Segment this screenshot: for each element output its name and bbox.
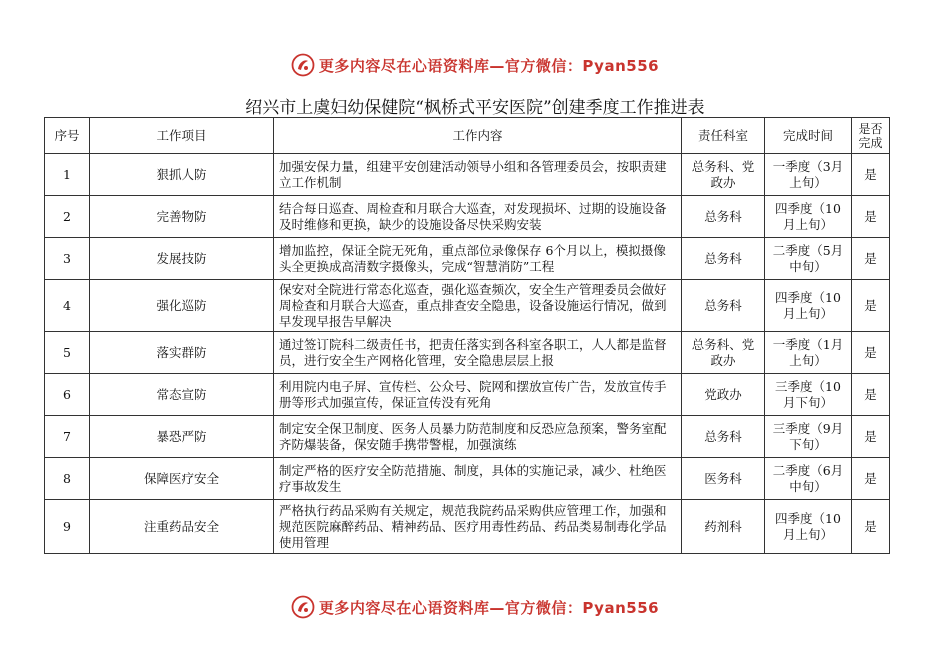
cell-done: 是 [852,500,890,554]
cell-num: 9 [45,500,90,554]
cell-content: 结合每日巡查、周检查和月联合大巡查，对发现损坏、过期的设施设备及时维修和更换，缺少的设施设备尽快采购安装 [274,196,682,238]
cell-dept: 总务科 [682,280,765,332]
cell-num: 5 [45,332,90,374]
table-row [45,196,890,238]
table-row [45,238,890,280]
cell-content: 通过签订院科二级责任书，把责任落实到各科室各职工，人人都是监督员，进行安全生产网格化管理，安全隐患层层上报 [274,332,682,374]
cell-time: 一季度（3月上旬） [765,154,852,196]
table-row [45,500,890,554]
cell-content: 加强安保力量，组建平安创建活动领导小组和各管理委员会，按职责建立工作机制 [274,154,682,196]
cell-time: 三季度（10月下旬） [765,374,852,416]
watermark-logo-icon [291,595,315,619]
cell-time: 四季度（10月上旬） [765,280,852,332]
cell-time: 二季度（5月中旬） [765,238,852,280]
cell-content: 保安对全院进行常态化巡查，强化巡查频次，安全生产管理委员会做好周检查和月联合大巡查，重点排查安全隐患，设备设施运行情况，做到早发现早报告早解决 [274,280,682,332]
cell-content: 制定安全保卫制度、医务人员暴力防范制度和反恐应急预案，警务室配齐防爆装备，保安随手携带警棍，加强演练 [274,416,682,458]
cell-dept: 总务科 [682,416,765,458]
header-num: 序号 [45,118,90,154]
cell-num: 8 [45,458,90,500]
cell-content: 利用院内电子屏、宣传栏、公众号、院网和摆放宣传广告，发放宣传手册等形式加强宣传，保证宣传没有死角 [274,374,682,416]
cell-content: 制定严格的医疗安全防范措施、制度，具体的实施记录，减少、杜绝医疗事故发生 [274,458,682,500]
cell-item: 狠抓人防 [90,154,274,196]
cell-time: 一季度（1月上旬） [765,332,852,374]
cell-done: 是 [852,332,890,374]
cell-item: 强化巡防 [90,280,274,332]
cell-time: 四季度（10月上旬） [765,196,852,238]
cell-content: 严格执行药品采购有关规定，规范我院药品采购供应管理工作，加强和规范医院麻醉药品、精神药品、医疗用毒性药品、药品类易制毒化学品使用管理 [274,500,682,554]
table-row [45,374,890,416]
cell-dept: 总务科 [682,196,765,238]
cell-done: 是 [852,374,890,416]
cell-item: 发展技防 [90,238,274,280]
cell-time: 二季度（6月中旬） [765,458,852,500]
cell-num: 7 [45,416,90,458]
cell-item: 保障医疗安全 [90,458,274,500]
header-item: 工作项目 [90,118,274,154]
watermark-text: 更多内容尽在心语资料库—官方微信：Pyan556 [318,56,660,75]
cell-num: 6 [45,374,90,416]
watermark-banner-bottom [0,592,950,622]
table-row [45,458,890,500]
header-content: 工作内容 [274,118,682,154]
header-done: 是否完成 [852,118,890,154]
header-dept: 责任科室 [682,118,765,154]
cell-item: 常态宣防 [90,374,274,416]
cell-time: 四季度（10月上旬） [765,500,852,554]
table-header-row [45,118,890,154]
cell-content: 增加监控，保证全院无死角，重点部位录像保存 6个月以上，模拟摄像头全更换成高清数字摄像头，完成“智慧消防”工程 [274,238,682,280]
watermark-logo-icon [291,53,315,77]
cell-done: 是 [852,416,890,458]
cell-num: 3 [45,238,90,280]
table-row [45,332,890,374]
cell-done: 是 [852,280,890,332]
cell-item: 完善物防 [90,196,274,238]
cell-dept: 医务科 [682,458,765,500]
table-row [45,280,890,332]
cell-dept: 总务科、党政办 [682,154,765,196]
cell-done: 是 [852,154,890,196]
cell-item: 注重药品安全 [90,500,274,554]
table-row [45,416,890,458]
cell-dept: 总务科 [682,238,765,280]
cell-time: 三季度（9月下旬） [765,416,852,458]
cell-num: 1 [45,154,90,196]
cell-num: 4 [45,280,90,332]
watermark-text: 更多内容尽在心语资料库—官方微信：Pyan556 [318,598,660,617]
work-plan-table [44,117,890,554]
cell-done: 是 [852,196,890,238]
cell-done: 是 [852,238,890,280]
cell-item: 落实群防 [90,332,274,374]
table-row [45,154,890,196]
header-time: 完成时间 [765,118,852,154]
watermark-banner-top [0,50,950,80]
cell-item: 暴恐严防 [90,416,274,458]
page-title: 绍兴市上虞妇幼保健院“枫桥式平安医院”创建季度工作推进表 [245,98,705,118]
cell-dept: 药剂科 [682,500,765,554]
cell-done: 是 [852,458,890,500]
cell-dept: 党政办 [682,374,765,416]
cell-dept: 总务科、党政办 [682,332,765,374]
cell-num: 2 [45,196,90,238]
